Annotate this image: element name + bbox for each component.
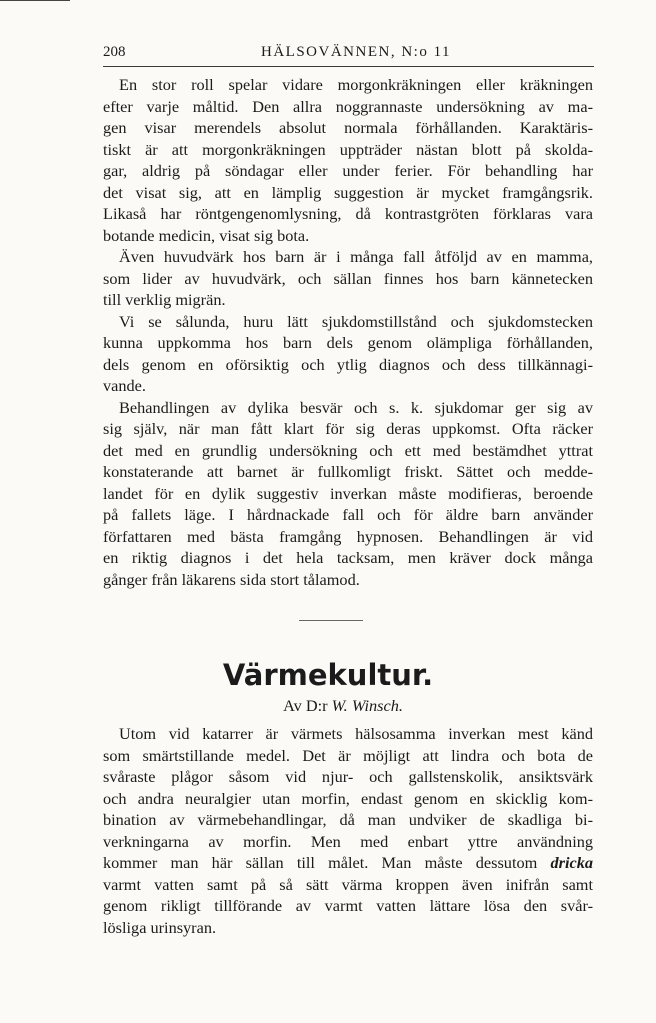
text-line: gånger från läkarens sida stort tålamod. [103,569,360,589]
section-body [103,74,593,590]
text-line: lösliga urinsyran. [103,917,217,937]
text-line: som lider av huvudvärk, och sällan finnes hos barn kännetecken [103,268,593,288]
running-title: HÄLSOVÄNNEN, N:o 11 [261,44,452,60]
text-line: bination av värmebehandlingar, då man undviker de skadliga bi- [103,810,593,829]
text-line: som smärtstillande medel. Det är möjligt att lindra och bota de [103,745,593,765]
text-segment: kommer man här sällan till målet. Man måste dessutom [103,853,538,872]
text-line: konstaterande att barnet är fullkomligt friskt. Sättet och medde- [103,462,593,481]
text-line: en riktig diagnos i det hela tacksam, men kräver dock många [103,548,593,567]
byline [0,696,656,716]
text-line: dels genom en oförsiktig och ytlig diagnos och dess tillkännagi- [103,354,593,374]
author-name: W. Winsch. [331,696,403,715]
text-line: genom rikligt tillförande av varmt vatten lättare lösa den svår- [103,896,593,915]
text-line: författaren med bästa framgång hypnosen. Behandlingen är vid [103,526,593,546]
page-header [103,44,593,66]
text-line: och andra neuralgier utan morfin, endast genom en skicklig kom- [103,788,593,808]
text-line: varmt vatten samt på så sätt värma kroppen även inifrån samt [103,874,593,894]
text-line: Likaså har röntgengenomlysning, då kontrastgröten förklaras vara [103,204,593,223]
text-line: till verklig migrän. [103,290,226,309]
article-title: Värmekultur. [222,658,434,692]
emphasis-word: dricka [550,853,593,872]
text-line: det visat sig, att en lämplig suggestion är mycket framgångsrik. [103,182,593,202]
text-line: gar, aldrig på söndagar eller under ferier. För behandling har [103,161,593,180]
section-separator [299,620,363,621]
text-line: Vi se sålunda, huru lätt sjukdomstillstånd och sjukdomstecken [119,311,593,331]
text-line: svåraste plågor såsom vid njur- och gallstenskolik, ansiktsvärk [103,767,593,786]
text-line: tiskt är att morgonkräkningen uppträder nästan blott på skolda- [103,139,593,159]
text-line: kunna uppkomma hos barn dels genom olämpliga förhållanden, [103,333,593,352]
text-line: gen visar merendels absolut normala förhållanden. Karaktäris- [103,118,593,137]
text-line: verkningarna av morfin. Men med enbart yttre användning [103,831,593,851]
header-rule [103,66,594,67]
text-line: En stor roll spelar vidare morgonkräkningen eller kräkningen [119,75,593,94]
text-line: vande. [103,376,146,395]
text-line: Behandlingen av dylika besvär och s. k. sjukdomar ger sig av [119,397,593,417]
corner-rule [0,0,70,1]
text-line: Utom vid katarrer är värmets hälsosamma inverkan mest känd [119,724,593,743]
text-line-with-emphasis [103,852,593,874]
page-number: 208 [103,44,126,60]
text-line: landet för en dylik suggestiv inverkan måste modifieras, beroende [103,483,593,503]
text-line: Även huvudvärk hos barn är i många fall åtföljd av en mamma, [119,247,593,266]
byline-prefix: Av D:r [283,696,328,715]
text-line: efter varje måltid. Den allra noggrannaste undersökning av ma- [103,96,593,116]
text-line: botande medicin, visat sig bota. [103,225,310,245]
text-line: på fallets läge. I hårdnackade fall och för äldre barn använder [103,505,593,524]
text-line: det med en grundlig undersökning och ett med bestämdhet yttrat [103,440,593,460]
article-body [103,723,593,938]
text-line: sig själv, när man fått klart för sig deras uppkomst. Ofta räcker [103,419,593,438]
